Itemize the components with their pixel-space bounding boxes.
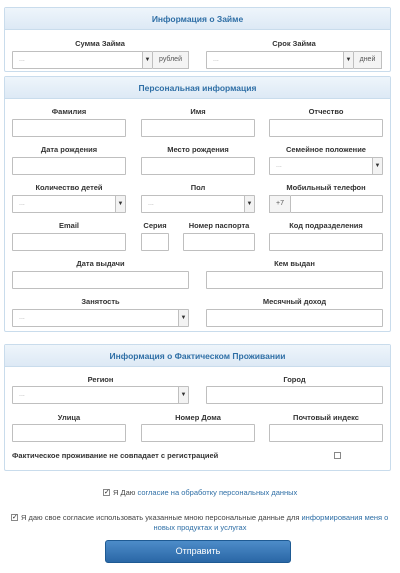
employment-label: Занятость (81, 297, 120, 306)
series-field[interactable] (141, 233, 169, 251)
chevron-down-icon: ▼ (115, 196, 125, 212)
chevron-down-icon: ▼ (142, 52, 152, 68)
division-code-input[interactable] (270, 234, 382, 250)
consent-marketing-prefix: Я даю свое согласие использовать указанные мною персональные данные для (21, 513, 300, 522)
birth-date-input[interactable] (13, 158, 125, 174)
chevron-down-icon: ▼ (343, 52, 353, 68)
street-input[interactable] (13, 425, 125, 441)
house-field[interactable] (141, 424, 255, 442)
street-label: Улица (57, 413, 81, 422)
mobile-label: Мобильный телефон (286, 183, 366, 192)
amount-value: ... (19, 56, 25, 63)
city-label: Город (283, 375, 306, 384)
mobile-input[interactable] (291, 196, 382, 212)
personal-panel-title: Персональная информация (5, 77, 390, 99)
issue-date-input[interactable] (13, 272, 188, 288)
passport-number-input[interactable] (184, 234, 254, 250)
consent-marketing-checkbox[interactable]: ✓ (12, 514, 18, 521)
division-code-field[interactable] (269, 233, 383, 251)
issue-date-field[interactable] (12, 271, 189, 289)
consent-data-text (113, 488, 297, 497)
birth-date-field[interactable] (12, 157, 126, 175)
city-input[interactable] (207, 387, 382, 403)
consent-data-checkbox[interactable]: ✓ (104, 489, 110, 496)
house-label: Номер Дома (175, 413, 221, 422)
passport-number-label: Номер паспорта (188, 221, 250, 230)
postal-label: Почтовый индекс (293, 413, 359, 422)
street-field[interactable] (12, 424, 126, 442)
income-field[interactable] (206, 309, 383, 327)
chevron-down-icon: ▼ (244, 196, 254, 212)
last-name-input[interactable] (13, 120, 125, 136)
patronymic-input[interactable] (270, 120, 382, 136)
series-label: Серия (143, 221, 167, 230)
term-unit: дней (354, 51, 382, 69)
term-label: Срок Займа (272, 39, 316, 48)
phone-prefix: +7 (269, 195, 290, 213)
birth-place-label: Место рождения (167, 145, 229, 154)
consent-marketing-text (21, 513, 388, 522)
region-select[interactable] (12, 386, 189, 404)
city-field[interactable] (206, 386, 383, 404)
children-label: Количество детей (35, 183, 103, 192)
chevron-down-icon: ▼ (178, 387, 188, 403)
passport-number-field[interactable] (183, 233, 255, 251)
birth-place-input[interactable] (142, 158, 254, 174)
consent-marketing-text-line2 (0, 523, 400, 532)
email-label: Email (58, 221, 79, 230)
amount-unit: рублей (153, 51, 189, 69)
first-name-label: Имя (190, 107, 206, 116)
region-value: ... (19, 391, 25, 398)
residence-mismatch-checkbox[interactable] (334, 452, 341, 459)
amount-select[interactable] (12, 51, 153, 69)
consent-marketing-link-a[interactable]: информирования меня о (301, 513, 389, 522)
children-value: ... (19, 200, 25, 207)
postal-field[interactable] (269, 424, 383, 442)
patronymic-label: Отчество (308, 107, 344, 116)
employment-select[interactable] (12, 309, 189, 327)
consent-data-prefix: Я Даю (113, 488, 136, 497)
income-label: Месячный доход (262, 297, 327, 306)
postal-input[interactable] (270, 425, 382, 441)
region-label: Регион (87, 375, 114, 384)
issue-date-label: Дата выдачи (76, 259, 125, 268)
consent-data-link[interactable]: согласие на обработку персональных данных (137, 488, 298, 497)
residence-mismatch-label: Фактическое проживание не совпадает с регистрацией (12, 451, 219, 460)
gender-select[interactable] (141, 195, 255, 213)
residence-panel-title: Информация о Фактическом Проживании (5, 345, 390, 367)
birth-date-label: Дата рождения (40, 145, 98, 154)
last-name-label: Фамилия (51, 107, 87, 116)
house-input[interactable] (142, 425, 254, 441)
issued-by-label: Кем выдан (274, 259, 315, 268)
marital-status-select[interactable] (269, 157, 383, 175)
chevron-down-icon: ▼ (178, 310, 188, 326)
first-name-field[interactable] (141, 119, 255, 137)
amount-label: Сумма Займа (75, 39, 125, 48)
term-select[interactable] (206, 51, 354, 69)
employment-value: ... (19, 314, 25, 321)
submit-button[interactable]: Отправить (105, 540, 291, 563)
consent-marketing-link-b[interactable]: новых продуктах и услугах (153, 523, 247, 532)
gender-value: ... (148, 200, 154, 207)
first-name-input[interactable] (142, 120, 254, 136)
email-input[interactable] (13, 234, 125, 250)
gender-label: Пол (190, 183, 206, 192)
term-value: ... (213, 56, 219, 63)
series-input[interactable] (142, 234, 168, 250)
issued-by-input[interactable] (207, 272, 382, 288)
patronymic-field[interactable] (269, 119, 383, 137)
chevron-down-icon: ▼ (372, 158, 382, 174)
children-select[interactable] (12, 195, 126, 213)
marital-status-label: Семейное положение (286, 145, 366, 154)
income-input[interactable] (207, 310, 382, 326)
last-name-field[interactable] (12, 119, 126, 137)
issued-by-field[interactable] (206, 271, 383, 289)
mobile-field[interactable] (290, 195, 383, 213)
division-code-label: Код подразделения (289, 221, 363, 230)
birth-place-field[interactable] (141, 157, 255, 175)
marital-status-value: ... (276, 162, 282, 169)
email-field[interactable] (12, 233, 126, 251)
loan-panel-title: Информация о Займе (5, 8, 390, 30)
